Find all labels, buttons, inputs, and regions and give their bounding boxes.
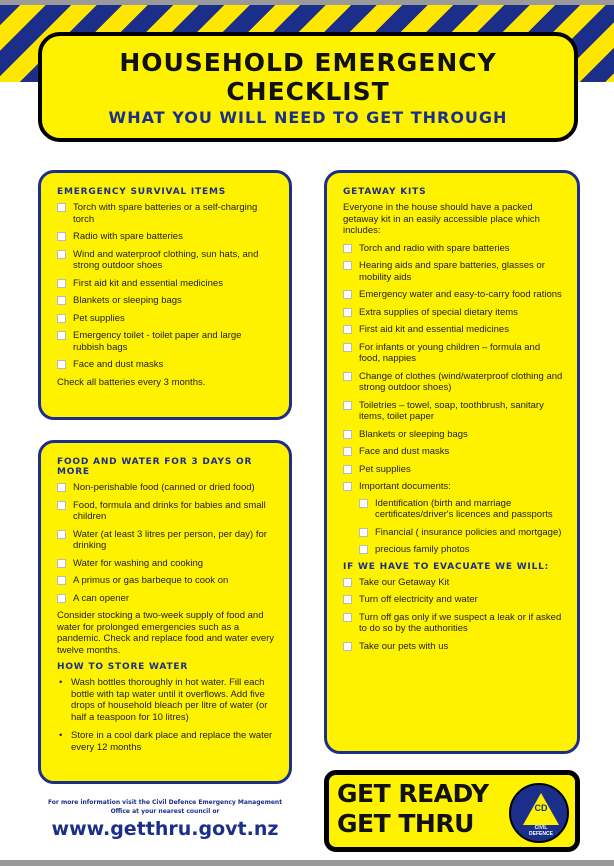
survival-item (57, 278, 275, 290)
food-item (57, 529, 275, 552)
getaway-checklist (343, 243, 563, 556)
checkbox[interactable] (57, 530, 66, 539)
checklist-item-label: Extra supplies of special dietary items (359, 306, 518, 318)
checkbox[interactable] (343, 642, 352, 651)
page-title (42, 48, 574, 106)
checklist-item-label: Water (at least 3 litres per person, per day) for drinking (73, 528, 267, 551)
getaway-item (343, 260, 563, 283)
document-item (359, 544, 563, 556)
store-water-heading: HOW TO STORE WATER (57, 662, 189, 672)
getaway-item (343, 243, 563, 255)
badge-word-1: CIVIL (534, 825, 548, 831)
getaway-item (343, 342, 563, 365)
food-heading: FOOD AND WATER FOR 3 DAYS OR MORE (57, 457, 253, 477)
checklist-item-label: Face and dust masks (359, 446, 450, 457)
document-item (359, 527, 563, 539)
checklist-item-label: Hearing aids and spare batteries, glasses or mobility aids (359, 260, 545, 283)
checkbox[interactable] (57, 576, 66, 585)
food-item (57, 500, 275, 523)
food-item (57, 482, 275, 494)
getaway-item (343, 464, 563, 476)
checklist-item-label: Torch and radio with spare batteries (359, 242, 510, 254)
evacuate-item (343, 594, 563, 606)
checklist-item-label: Wind and waterproof clothing, sun hats, and strong outdoor shoes (73, 248, 259, 271)
checklist-item-label: Financial ( insurance policies and mortgage) (375, 526, 562, 538)
top-rule (0, 0, 614, 5)
checklist-item-label: Toiletries – towel, soap, toothbrush, sanitary items, toilet paper (359, 399, 544, 422)
survival-item (57, 249, 275, 272)
header-banner (38, 32, 578, 142)
store-water-bullets (57, 677, 275, 753)
bottom-rule (0, 860, 614, 866)
evacuate-item (343, 577, 563, 589)
title-line-2: CHECKLIST (226, 77, 390, 106)
checkbox[interactable] (343, 595, 352, 604)
getaway-heading: GETAWAY KITS (343, 187, 427, 197)
checklist-item-label: Pet supplies (359, 463, 411, 475)
checkbox[interactable] (57, 296, 66, 305)
website-link[interactable]: www.getthru.govt.nz (51, 818, 279, 840)
survival-checklist (57, 202, 275, 371)
getaway-kits-panel (324, 170, 580, 754)
checkbox[interactable] (343, 325, 352, 334)
evacuate-heading: IF WE HAVE TO EVACUATE WE WILL: (343, 561, 550, 572)
checkbox[interactable] (343, 578, 352, 587)
food-checklist (57, 482, 275, 604)
logo-line-2: GET THRU (337, 809, 474, 838)
checkbox[interactable] (343, 244, 352, 253)
checklist-item-label: Non-perishable food (canned or dried food) (73, 482, 255, 493)
checklist-item-label: A primus or gas barbeque to cook on (73, 575, 229, 586)
evacuate-item (343, 612, 563, 635)
checklist-item-label: Turn off gas only if we suspect a leak or if asked to do so by the authorities (359, 611, 562, 634)
footer-info (40, 798, 290, 816)
food-note: Consider stocking a two-week supply of food and water for prolonged emergencies such as a pandemic. Check and replace food and water every twelve months. (57, 610, 275, 656)
evacuate-item (343, 641, 563, 653)
checkbox[interactable] (57, 314, 66, 323)
checkbox[interactable] (343, 613, 352, 622)
checklist-item-label: Important documents: (359, 481, 451, 492)
checkbox[interactable] (343, 261, 352, 270)
checklist-item-label: Water for washing and cooking (73, 557, 204, 569)
checkbox[interactable] (343, 482, 352, 491)
checklist-item-label: Take our Getaway Kit (359, 576, 450, 588)
document-item (359, 498, 563, 521)
footer-info-line-2: Office at your nearest council or (110, 808, 220, 815)
checklist-item-label: Torch with spare batteries or a self-charging torch (73, 202, 258, 225)
checklist-item-label: Take our pets with us (359, 640, 449, 652)
food-item (57, 575, 275, 587)
getaway-item (343, 371, 563, 394)
checkbox[interactable] (359, 545, 368, 554)
checklist-item-label: First aid kit and essential medicines (359, 324, 509, 335)
checklist-item-label: Food, formula and drinks for babies and small children (73, 499, 266, 522)
logo-line-1: GET READY (337, 779, 489, 808)
store-water-bullet: • Store in a cool dark place and replace the water every 12 months (57, 730, 275, 753)
evacuate-checklist (343, 577, 563, 653)
checkbox[interactable] (343, 372, 352, 381)
checklist-item-label: Face and dust masks (73, 359, 164, 370)
food-item (57, 558, 275, 570)
checkbox[interactable] (343, 290, 352, 299)
survival-item (57, 231, 275, 243)
getaway-item (343, 429, 563, 441)
checklist-item-label: Blankets or sleeping bags (359, 428, 468, 440)
survival-item (57, 295, 275, 307)
survival-items-panel (38, 170, 292, 420)
checklist-item-label: For infants or young children – formula and food, nappies (359, 341, 541, 364)
checkbox[interactable] (343, 465, 352, 474)
checklist-item-label: Radio with spare batteries (73, 231, 183, 242)
logo-text (337, 779, 489, 839)
checkbox[interactable] (343, 447, 352, 456)
survival-item (57, 313, 275, 325)
page-subtitle: WHAT YOU WILL NEED TO GET THROUGH (108, 108, 508, 127)
checkbox[interactable] (57, 559, 66, 568)
checkbox[interactable] (57, 203, 66, 212)
title-line-1: HOUSEHOLD EMERGENCY (119, 48, 497, 77)
checkbox[interactable] (343, 401, 352, 410)
getaway-intro: Everyone in the house should have a packed getaway kit in an easily accessible place which includes: (343, 202, 540, 236)
badge-words (511, 825, 571, 837)
survival-note: Check all batteries every 3 months. (57, 376, 206, 388)
civil-defence-badge-icon (509, 783, 569, 843)
checklist-item-label: Identification (birth and marriage certificates/driver's licences and passports (375, 497, 553, 520)
get-ready-logo (324, 770, 580, 852)
store-water-bullet: • Wash bottles thoroughly in hot water. Fill each bottle with tap water until it overflows. Add five drops of household bleach per litre of water (or half a teaspoon for 10 litres) (57, 677, 275, 723)
getaway-item (343, 400, 563, 423)
badge-word-2: DEFENCE (529, 831, 553, 837)
checkbox[interactable] (343, 308, 352, 317)
food-item (57, 593, 275, 605)
checkbox[interactable] (57, 279, 66, 288)
checklist-item-label: Turn off electricity and water (359, 594, 478, 605)
getaway-item (343, 307, 563, 319)
getaway-item (343, 446, 563, 458)
badge-letters: CD (534, 803, 548, 813)
footer-info-line-1: For more information visit the Civil Defence Emergency Management (47, 799, 283, 806)
checklist-item-label: First aid kit and essential medicines (73, 277, 223, 289)
checklist-item-label: Pet supplies (73, 312, 125, 324)
checklist-item-label: Emergency toilet - toilet paper and large rubbish bags (73, 330, 242, 353)
checkbox[interactable] (359, 499, 368, 508)
getaway-item (343, 481, 563, 556)
checkbox[interactable] (57, 501, 66, 510)
getaway-item (343, 289, 563, 301)
checkbox[interactable] (57, 232, 66, 241)
checklist-item-label: Blankets or sleeping bags (73, 295, 182, 306)
checklist-item-label: precious family photos (375, 544, 470, 555)
survival-item (57, 330, 275, 353)
survival-item (57, 359, 275, 371)
documents-sublist (359, 498, 563, 556)
checkbox[interactable] (57, 360, 66, 369)
checkbox[interactable] (57, 331, 66, 340)
survival-item (57, 202, 275, 225)
checkbox[interactable] (57, 483, 66, 492)
survival-heading: EMERGENCY SURVIVAL ITEMS (57, 187, 227, 197)
getaway-item (343, 324, 563, 336)
food-water-panel (38, 440, 292, 784)
checkbox[interactable] (57, 594, 66, 603)
checklist-item-label: A can opener (73, 592, 129, 604)
checkbox[interactable] (343, 343, 352, 352)
checkbox[interactable] (359, 528, 368, 537)
checkbox[interactable] (343, 430, 352, 439)
checklist-item-label: Emergency water and easy-to-carry food rations (359, 289, 562, 300)
checkbox[interactable] (57, 250, 66, 259)
checklist-item-label: Change of clothes (wind/waterproof clothing and strong outdoor shoes) (359, 370, 563, 393)
